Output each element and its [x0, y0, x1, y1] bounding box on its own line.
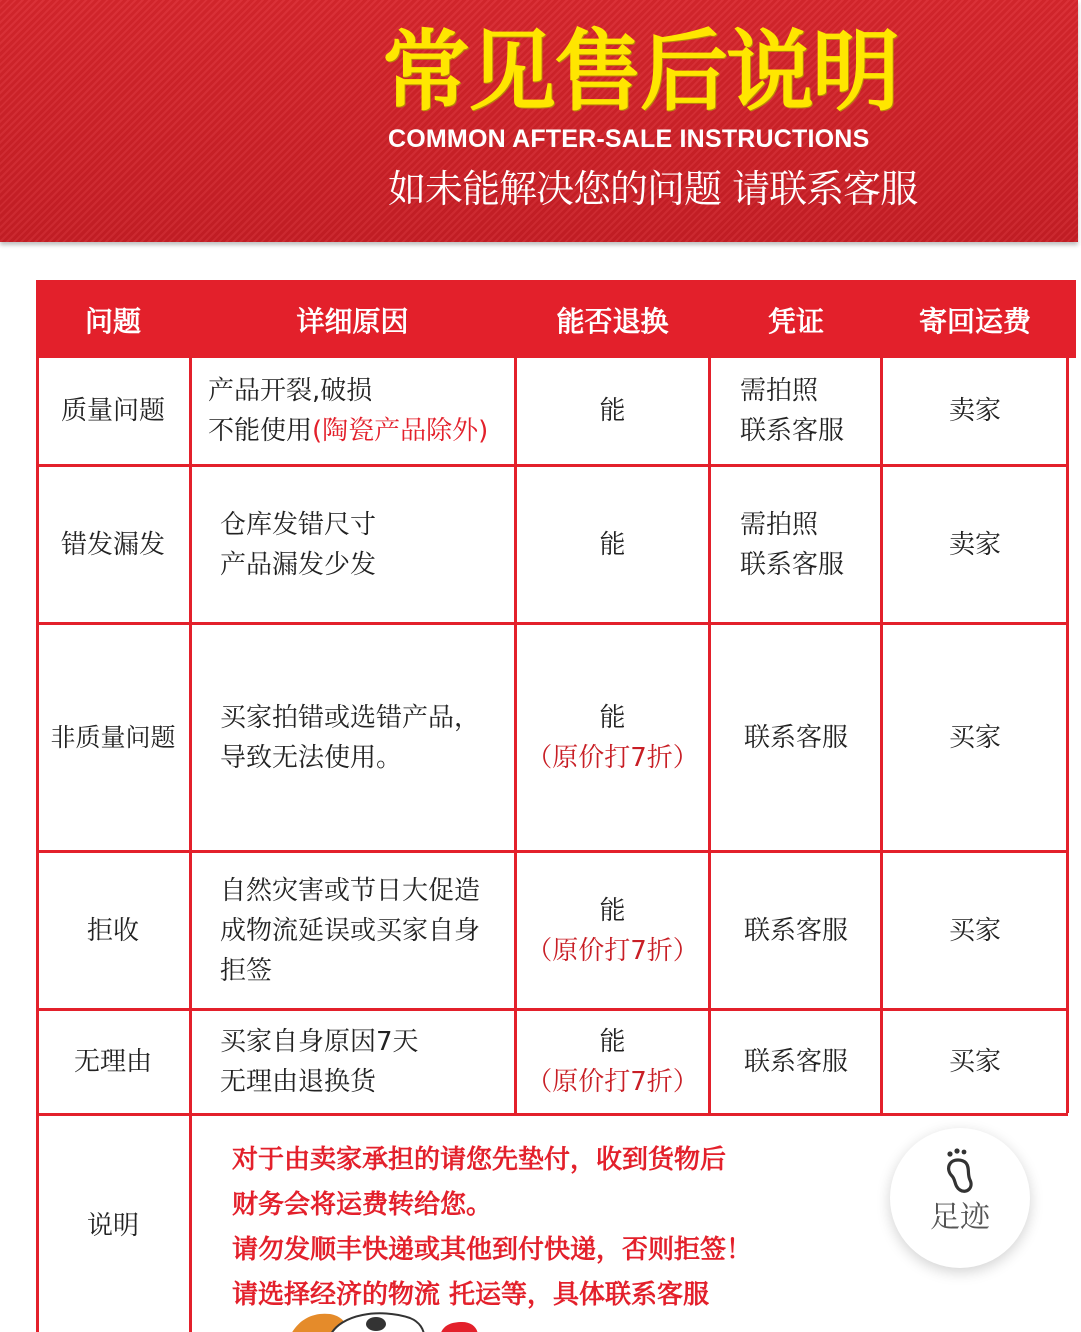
mascot-image [290, 1306, 490, 1332]
grid-line [1066, 358, 1069, 1113]
grid-line [36, 358, 39, 1332]
banner-subtitle: COMMON AFTER-SALE INSTRUCTIONS [388, 125, 870, 153]
returnable-value: 能 [599, 1027, 626, 1057]
row-proof [710, 467, 882, 622]
header-issue: 问题 [84, 305, 141, 338]
reason-line: 产品开裂,破损 [208, 376, 373, 406]
reason-line [208, 411, 488, 451]
reason-line: 成物流延误或买家自身 [220, 915, 481, 946]
header-returnable: 能否退换 [556, 305, 669, 338]
row-proof: 联系客服 [743, 722, 848, 753]
reason-line: 买家拍错或选错产品， [220, 702, 481, 733]
reason-line: 自然灾害或节日大促造 [220, 875, 481, 906]
grid-line [880, 358, 883, 1113]
reason-line: 无理由退换货 [220, 1067, 377, 1097]
reason-line: 买家自身原因7天 [220, 1027, 419, 1057]
banner-note: 如未能解决您的问题 请联系客服 [388, 167, 918, 211]
returnable-value: 能 [599, 895, 626, 926]
banner-title: 常见售后说明 [382, 20, 899, 123]
header-shipping: 寄回运费 [918, 305, 1031, 338]
returnable-value: 能 [599, 702, 626, 733]
row-shipping: 买家 [948, 722, 1001, 753]
header-reason: 详细原因 [296, 305, 409, 338]
row-shipping: 买家 [948, 1047, 1001, 1077]
row-reason [190, 1011, 515, 1113]
returnable-note: （原价打7折） [526, 1067, 699, 1097]
row-reason [190, 467, 515, 622]
row-proof: 联系客服 [743, 915, 848, 946]
row-returnable: 能 [599, 529, 626, 560]
footprint-label: 足迹 [930, 1200, 990, 1235]
row-reason [190, 625, 515, 850]
proof-line: 联系客服 [740, 416, 845, 446]
header-banner [0, 0, 1078, 242]
row-shipping: 买家 [948, 915, 1001, 946]
reason-line: 仓库发错尺寸 [220, 509, 377, 540]
reason-line: 拒签 [220, 955, 273, 986]
row-issue: 质量问题 [60, 396, 165, 426]
reason-exception: (陶瓷产品除外) [312, 416, 489, 446]
row-shipping: 卖家 [948, 396, 1001, 426]
proof-line: 需拍照 [740, 376, 819, 406]
grid-line [189, 358, 192, 1332]
row-returnable: 能 [599, 396, 626, 426]
table-header [36, 280, 1076, 358]
grid-line [708, 358, 711, 1113]
reason-plain: 不能使用 [208, 416, 313, 446]
returnable-note: （原价打7折） [526, 742, 699, 773]
grid-line [514, 358, 517, 1113]
footprint-icon [936, 1146, 984, 1196]
returnable-note: （原价打7折） [526, 935, 699, 966]
proof-line: 联系客服 [740, 549, 845, 580]
note-line: 请选择经济的物流 托运等，具体联系客服 [232, 1280, 710, 1310]
row-issue: 拒收 [86, 915, 139, 946]
reason-line: 产品漏发少发 [220, 549, 377, 580]
row-issue: 非质量问题 [50, 722, 176, 752]
row-issue: 无理由 [73, 1047, 152, 1077]
note-line: 财务会将运费转给您。 [232, 1190, 493, 1220]
row-returnable [515, 625, 710, 850]
row-reason [190, 853, 515, 1008]
row-proof [710, 358, 882, 464]
note-text [232, 1138, 752, 1318]
row-shipping: 卖家 [948, 529, 1001, 560]
header-proof: 凭证 [767, 305, 824, 338]
row-proof: 联系客服 [743, 1047, 848, 1077]
note-line: 请勿发顺丰快递或其他到付快递，否则拒签！ [232, 1235, 753, 1265]
note-line: 对于由卖家承担的请您先垫付，收到货物后 [232, 1145, 727, 1175]
row-returnable [515, 1011, 710, 1113]
footprint-button[interactable] [890, 1128, 1030, 1268]
note-label: 说明 [86, 1211, 139, 1241]
row-reason [190, 358, 515, 464]
reason-line: 导致无法使用。 [220, 742, 403, 773]
proof-line: 需拍照 [740, 509, 819, 540]
row-returnable [515, 853, 710, 1008]
row-issue: 错发漏发 [60, 529, 165, 560]
